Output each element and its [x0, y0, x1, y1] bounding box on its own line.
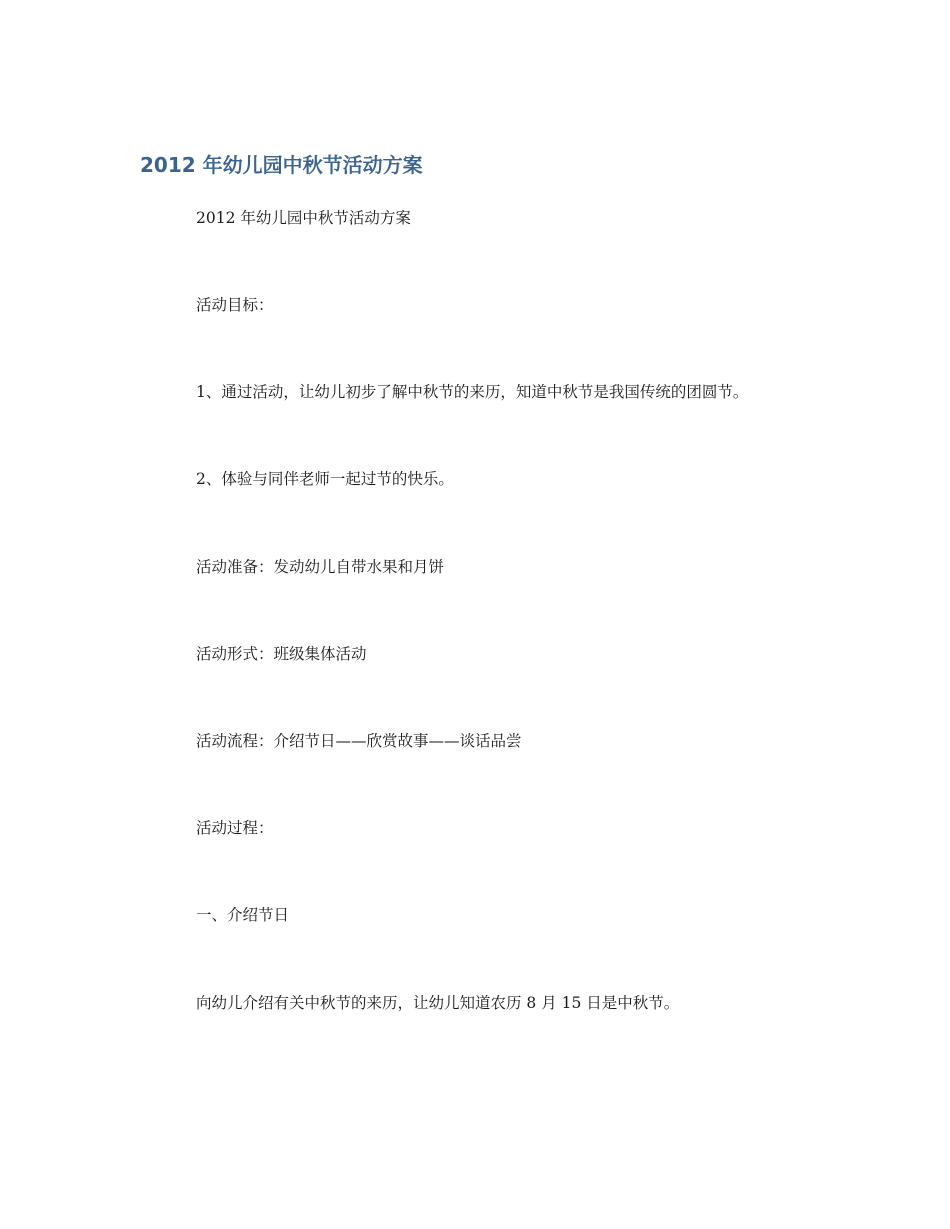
preparation-paragraph: 活动准备：发动幼儿自带水果和月饼	[196, 558, 445, 576]
introduce-festival-paragraph: 向幼儿介绍有关中秋节的来历，让幼儿知道农历 8 月 15 日是中秋节。	[196, 994, 680, 1012]
document-title: 2012 年幼儿园中秋节活动方案	[140, 153, 423, 177]
section-heading-introduce-festival: 一、介绍节日	[196, 906, 290, 924]
subtitle-paragraph: 2012 年幼儿园中秋节活动方案	[196, 209, 411, 227]
format-paragraph: 活动形式：班级集体活动	[196, 645, 367, 663]
goal-item-2: 2、体验与同伴老师一起过节的快乐。	[196, 470, 454, 488]
goals-heading: 活动目标：	[196, 296, 274, 314]
flow-paragraph: 活动流程：介绍节日——欣赏故事——谈话品尝	[196, 732, 522, 750]
goal-item-1: 1、通过活动，让幼儿初步了解中秋节的来历，知道中秋节是我国传统的团圆节。	[196, 383, 749, 401]
process-heading: 活动过程：	[196, 819, 274, 837]
